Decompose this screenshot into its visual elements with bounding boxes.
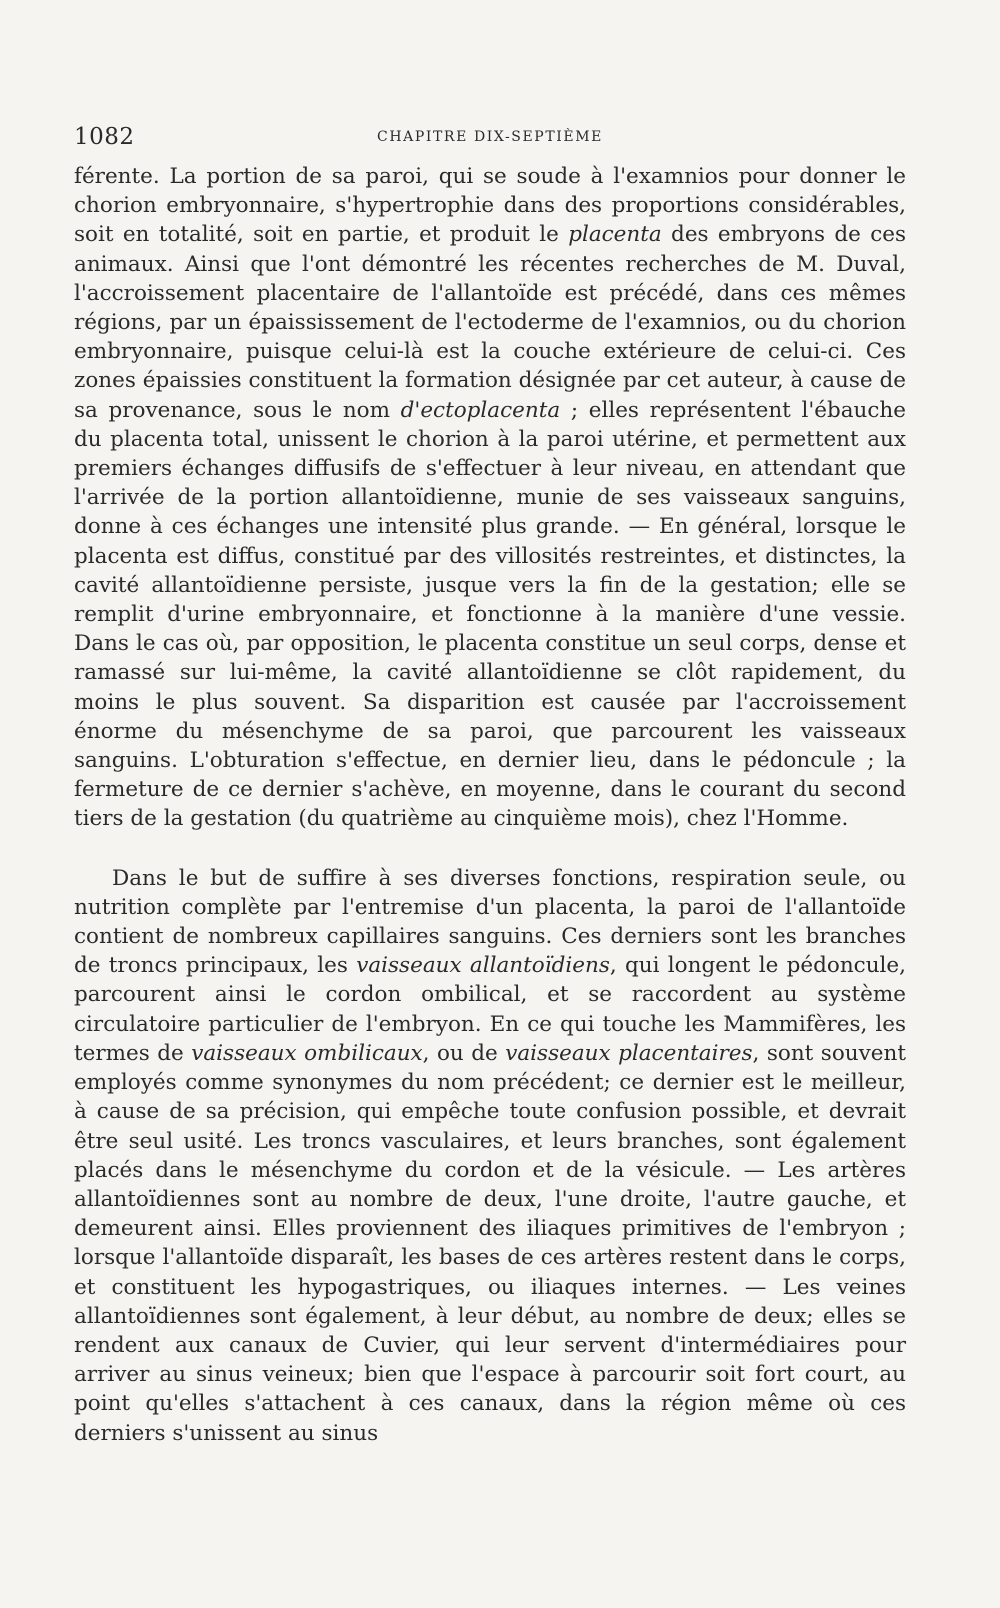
page-header xyxy=(74,124,906,154)
term-placenta: placenta xyxy=(568,222,662,248)
paragraph-1 xyxy=(74,162,906,834)
term-vaisseaux-allantoidiens: vaisseaux allantoïdiens xyxy=(356,953,610,979)
paragraph-2-part-3: , ou de xyxy=(422,1040,506,1066)
paragraph-2-part-2: , qui longent le pédoncule, parcourent ainsi le cordon ombilical, et se raccordent au système circulatoire particulier de l'embryon. En ce qui touche les Mammifères, les termes de xyxy=(74,953,906,1066)
paragraph-2-part-4: , sont souvent employés comme synonymes du nom précédent; ce dernier est le meilleur, à cause de sa précision, qui empêche toute confusion possible, et devrait être seul usité. Les troncs vasculaires, et leurs branches, sont également placés dans le mésenchyme du cordon et de la vésicule. — Les artères allantoïdiennes sont au nombre de deux, l'une droite, l'autre gauche, et demeurent ainsi. Elles proviennent des iliaques primitives de l'embryon ; lorsque l'allantoïde disparaît, les bases de ces artères restent dans le corps, et constituent les hypogastriques, ou iliaques internes. — Les veines allantoïdiennes sont également, à leur début, au nombre de deux; elles se rendent aux canaux de Cuvier, qui leur servent d'intermédiaires pour arriver au sinus veineux; bien que l'espace à parcourir soit fort court, au point qu'elles s'attachent à ces canaux, dans la région même où ces derniers s'unissent au sinus xyxy=(74,1040,906,1446)
paragraph-1-part-2: des embryons de ces animaux. Ainsi que l'ont démontré les récentes recherches de M. Duval, l'accroissement placentaire de l'allantoïde est précédé, dans ces mêmes régions, par un épaississement de l'ectoderme de l'examnios, ou du chorion embryonnaire, puisque celui-là est la couche extérieure de celui-ci. Ces zones épaissies constituent la formation désignée par cet auteur, à cause de sa provenance, sous le nom xyxy=(74,222,907,423)
term-vaisseaux-placentaires: vaisseaux placentaires xyxy=(505,1040,753,1066)
paragraph-2-part-1: Dans le but de suffire à ses diverses fonctions, respiration seule, ou nutrition complète par l'entremise d'un placenta, la paroi de l'allantoïde contient de nombreux capillaires sanguins. Ces derniers sont les branches de troncs principaux, les xyxy=(74,865,906,979)
term-ectoplacenta: d'ectoplacenta xyxy=(400,397,561,423)
paragraph-2 xyxy=(74,864,906,1448)
paragraph-1-part-3: ; elles représentent l'ébauche du placenta total, unissent le chorion à la paroi utérine, et permettent aux premiers échanges diffusifs de s'effectuer à leur niveau, en attendant que l'arrivée de la portion allantoïdienne, munie de ses vaisseaux sanguins, donne à ces échanges une intensité plus grande. — En général, lorsque le placenta est diffus, constitué par des villosités restreintes, et distinctes, la cavité allantoïdienne persiste, jusque vers la fin de la gestation; elle se remplit d'urine embryonnaire, et fonctionne à la manière d'une vessie. Dans le cas où, par opposition, le placenta constitue un seul corps, dense et ramassé sur lui-même, la cavité allantoïdienne se clôt rapidement, du moins le plus souvent. Sa disparition est causée par l'accroissement énorme du mésenchyme de sa paroi, que parcourent les vaisseaux sanguins. L'obturation s'effectue, en dernier lieu, dans le pédoncule ; la fermeture de ce dernier s'achève, en moyenne, dans le courant du second tiers de la gestation (du quatrième au cinquième mois), chez l'Homme. xyxy=(74,397,906,832)
paragraph-1-part-1: férente. La portion de sa paroi, qui se soude à l'examnios pour donner le chorion embryonnaire, s'hypertrophie dans des proportions considérables, soit en totalité, soit en partie, et produit le xyxy=(74,164,906,248)
page-number: 1082 xyxy=(74,124,135,150)
body-text xyxy=(74,162,906,1448)
term-vaisseaux-ombilicaux: vaisseaux ombilicaux xyxy=(191,1040,423,1066)
running-head: CHAPITRE DIX-SEPTIÈME xyxy=(377,129,603,145)
